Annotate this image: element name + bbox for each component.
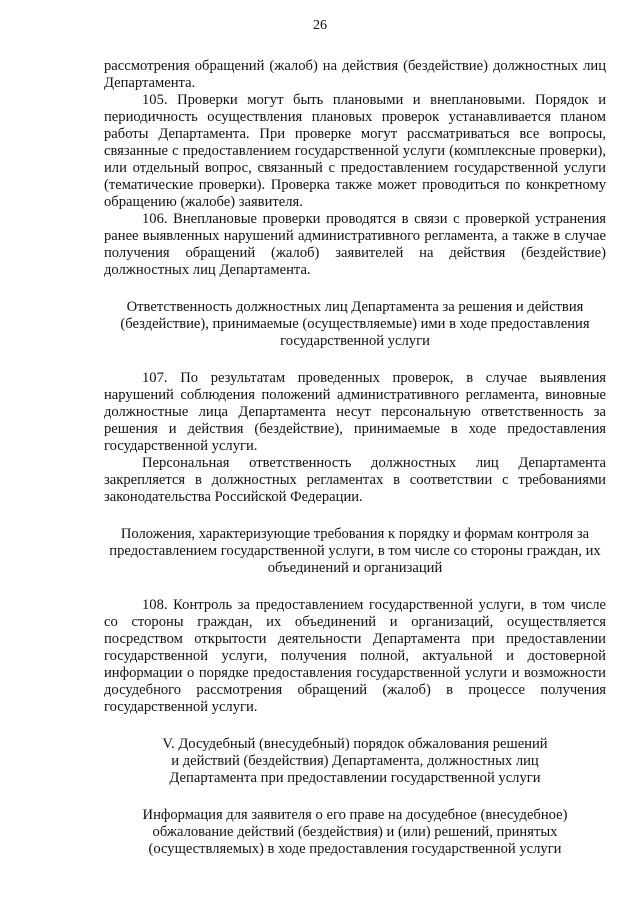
section-heading-control: Положения, характеризующие требования к порядку и формам контроля за предоставлением государственной услуги, в том числе со стороны граждан, их объединений и организаций [109, 526, 601, 576]
document-body [104, 58, 606, 858]
appeal-heading-line-1: Информация для заявителя о его праве на досудебное (внесудебное) [142, 807, 568, 823]
paragraph-106: 106. Внеплановые проверки проводятся в связи с проверкой устранения ранее выявленных нарушений административного регламента, а также в случае получения обращений (жалоб) заявителей на действия (бездействие) должностных лиц Департамента. [104, 211, 606, 278]
chapter-heading-line-2: и действий (бездействия) Департамента, должностных лиц [171, 753, 539, 769]
paragraph-108: 108. Контроль за предоставлением государственной услуги, в том числе со стороны граждан, их объединений и организаций, осуществляется посредством открытости деятельности Департамента при предоставлении государственной услуги, получения полной, актуальной и достоверной информации о порядке предоставления государственной услуги и возможности досудебного рассмотрения обращений (жалоб) в процессе получения государственной услуги. [104, 597, 606, 715]
appeal-heading-line-2: обжалование действий (бездействия) и (или) решений, принятых [152, 824, 558, 840]
page-number: 26 [313, 18, 327, 33]
paragraph-105: 105. Проверки могут быть плановыми и внеплановыми. Порядок и периодичность осуществления плановых проверок устанавливается планом работы Департамента. При проверке могут рассматриваться все вопросы, связанные с предоставлением государственной услуги (комплексные проверки), или отдельный вопрос, связанный с предоставлением государственной услуги (тематические проверки). Проверка также может проводиться по конкретному обращению (жалобе) заявителя. [104, 92, 606, 210]
paragraph-continuation: рассмотрения обращений (жалоб) на действия (бездействие) должностных лиц Департамента. [104, 58, 606, 91]
paragraph-107: 107. По результатам проведенных проверок, в случае выявления нарушений соблюдения положений административного регламента, виновные должностные лица Департамента несут персональную ответственность за решения и действия (бездействие), принимаемые в ходе предоставления государственной услуги. [104, 370, 606, 454]
chapter-heading-line-1: V. Досудебный (внесудебный) порядок обжалования решений [162, 736, 548, 752]
section-heading-appeal-info [104, 807, 606, 858]
chapter-heading-line-3: Департамента при предоставлении государственной услуги [169, 770, 541, 786]
section-heading-responsibility: Ответственность должностных лиц Департамента за решения и действия (бездействие), принимаемые (осуществляемые) ими в ходе предоставления государственной услуги [120, 299, 590, 349]
paragraph-107-personal: Персональная ответственность должностных лиц Департамента закрепляется в должностных регламентах в соответствии с требованиями законодательства Российской Федерации. [104, 455, 606, 505]
appeal-heading-line-3: (осуществляемых) в ходе предоставления государственной услуги [148, 841, 562, 857]
chapter-heading-v [104, 736, 606, 787]
